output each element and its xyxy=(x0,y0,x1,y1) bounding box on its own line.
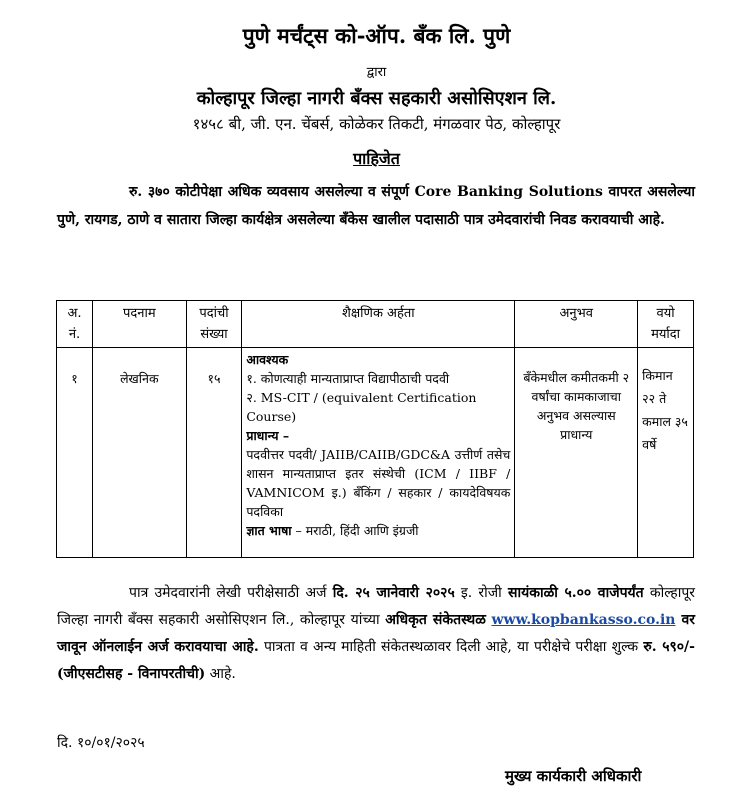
application-paragraph xyxy=(57,580,695,688)
application-part2: इ. रोजी xyxy=(454,585,508,601)
deadline-time: सायंकाळी ५.०० वाजेपर्यंत xyxy=(508,585,644,601)
deadline-date: दि. २५ जानेवारी २०२५ xyxy=(332,585,455,601)
signatory: मुख्य कार्यकारी अधिकारी xyxy=(505,767,642,785)
application-part3: कोल्हापूर जिल्हा नागरी बँक्स सहकारी असोसिएशन लि., कोल्हापूर यांच्या xyxy=(57,585,695,628)
official-site-label: अधिकृत संकेतस्थळ xyxy=(385,612,486,628)
preferred-label: प्राधान्य – xyxy=(246,428,290,443)
table-header-row xyxy=(57,301,694,348)
preferred-text: पदवीत्तर पदवी/ JAIIB/CAIIB/GDC&A उत्तीर्ण तसेच शासन मान्यताप्राप्त इतर संस्थेची (ICM / IIBF / VAMNICOM इ.) बँकिंग / सहकार / कायदेविषयक पदविका xyxy=(246,447,511,519)
required-item-2: २. MS-CIT / (equivalent Certification Course) xyxy=(246,390,477,424)
association-name: कोल्हापूर जिल्हा नागरी बँक्स सहकारी असोसिएशन लि. xyxy=(196,88,557,109)
intro-text: रु. ३७० कोटीपेक्षा अधिक व्यवसाय असलेल्या व संपूर्ण Core Banking Solutions वापरत असलेल्या पुणे, रायगड, ठाणे व सातारा जिल्हा कार्यक्षेत्र असलेल्या बँकेस खालील पदासाठी पात्र उमेदवारांची निवड करावयाची आहे. xyxy=(57,184,695,228)
header-serial: अ. नं. xyxy=(57,301,93,348)
header-qualification: शैक्षणिक अर्हता xyxy=(242,301,515,348)
required-item-1: १. कोणत्याही मान्यताप्राप्त विद्यापीठाची पदवी xyxy=(246,371,450,386)
notice-date: दि. १०/०१/२०२५ xyxy=(57,735,145,751)
table-row xyxy=(57,348,694,558)
row-serial: १ xyxy=(57,348,93,558)
row-count: १५ xyxy=(186,348,242,558)
application-part5: आहे. xyxy=(205,666,236,682)
bank-name: पुणे मर्चंट्स को-ऑप. बँक लि. पुणे xyxy=(242,23,511,48)
header-post: पदनाम xyxy=(93,301,187,348)
notice-title: पाहिजेत xyxy=(353,149,400,168)
header-age: वयो मर्यादा xyxy=(638,301,694,348)
application-part4: पात्रता व अन्य माहिती संकेतस्थळावर दिली आहे, या परीक्षेचे परीक्षा शुल्क xyxy=(258,639,644,655)
application-part1: पात्र उमेदवारांनी लेखी परीक्षेसाठी अर्ज xyxy=(129,585,333,601)
row-post: लेखनिक xyxy=(93,348,187,558)
website-link[interactable]: www.kopbankasso.co.in xyxy=(491,612,676,628)
row-qualification xyxy=(242,348,515,558)
language-text: – मराठी, हिंदी आणि इंग्रजी xyxy=(291,523,419,538)
online-apply-text: वर जावून ऑनलाईन अर्ज करावयाचा आहे. xyxy=(57,612,695,655)
row-age: किमान २२ ते कमाल ३५ वर्षे xyxy=(638,348,694,558)
vacancy-table xyxy=(56,300,694,558)
exam-fee: रु. ५९०/- (जीएसटीसह - विनापरतीची) xyxy=(57,639,695,682)
association-address: १४५८ बी, जी. एन. चेंबर्स, कोळेकर तिकटी, मंगळवार पेठ, कोल्हापूर xyxy=(192,115,561,133)
required-label: आवश्यक xyxy=(246,352,289,367)
via-label: द्वारा xyxy=(366,65,387,80)
language-label: ज्ञात भाषा xyxy=(246,523,292,538)
language-line xyxy=(246,521,510,540)
row-experience: बँकेमधील कमीतकमी २ वर्षांचा कामकाजाचा अनुभव असल्यास प्राधान्य xyxy=(515,348,638,558)
intro-paragraph xyxy=(57,178,695,234)
header-experience: अनुभव xyxy=(515,301,638,348)
header-count: पदांची संख्या xyxy=(186,301,242,348)
